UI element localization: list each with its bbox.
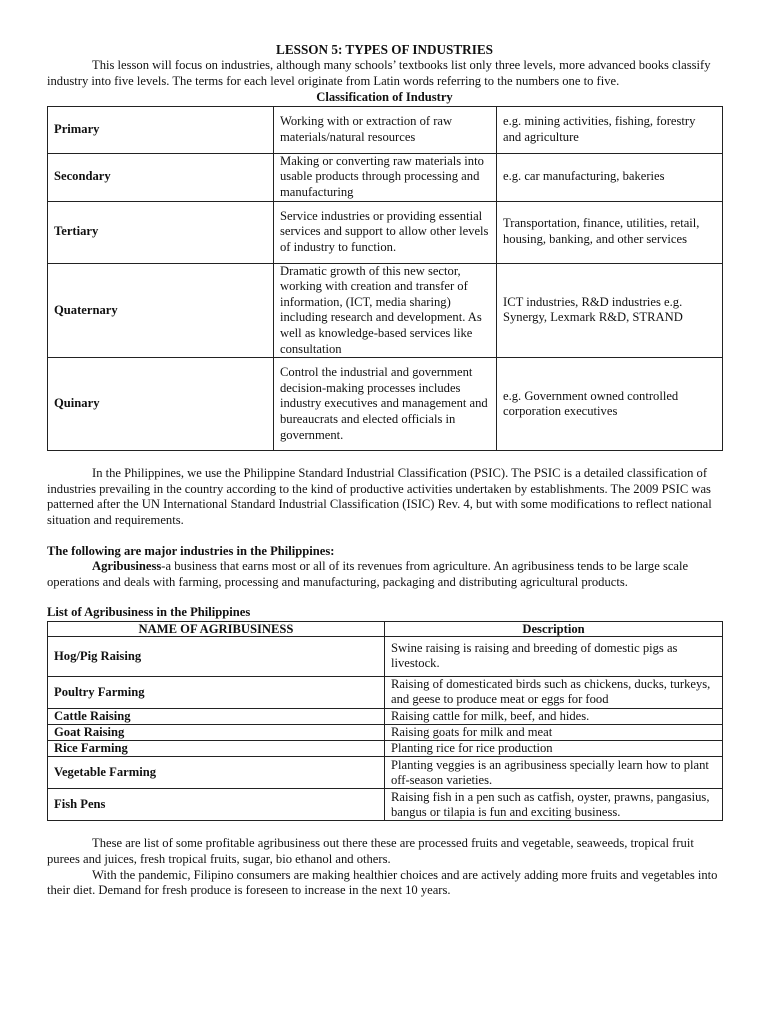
examples-cell: e.g. Government owned controlled corporation executives [497, 358, 723, 451]
major-industries-heading: The following are major industries in the Philippines: [47, 543, 335, 558]
spacer [47, 451, 722, 466]
level-cell: Quinary [48, 358, 274, 451]
closing-paragraph-1: These are list of some profitable agribusiness out there these are processed fruits and vegetable, seaweeds, tropical fruit purees and juices, fresh tropical fruits, sugar, bio ethanol and others. [47, 836, 694, 867]
description-cell: Making or converting raw materials into usable products through processing and manufacturing [274, 153, 497, 201]
agribusiness-paragraph [47, 559, 722, 590]
agribusiness-description-cell: Swine raising is raising and breeding of domestic pigs as livestock. [385, 636, 723, 676]
table-row [48, 708, 723, 724]
agribusiness-description-cell: Raising goats for milk and meat [385, 725, 723, 741]
examples-cell: Transportation, finance, utilities, retail, housing, banking, and other services [497, 201, 723, 263]
agribusiness-list-heading: List of Agribusiness in the Philippines [47, 605, 251, 620]
table-row [48, 263, 723, 358]
examples-cell: e.g. car manufacturing, bakeries [497, 153, 723, 201]
description-cell: Working with or extraction of raw materials/natural resources [274, 106, 497, 153]
agribusiness-description-cell: Planting veggies is an agribusiness specially learn how to plant off-season varieties. [385, 757, 723, 789]
lesson-title: LESSON 5: TYPES OF INDUSTRIES [276, 42, 493, 57]
agribusiness-name-cell: Poultry Farming [48, 676, 385, 708]
column-header-description: Description [385, 621, 723, 636]
agribusiness-name-cell: Rice Farming [48, 741, 385, 757]
agribusiness-name-cell: Hog/Pig Raising [48, 636, 385, 676]
table-row [48, 636, 723, 676]
closing-paragraph-2: With the pandemic, Filipino consumers are making healthier choices and are actively adding more fruits and vegetables into their diet. Demand for fresh produce is foreseen to increase in the next 10 years. [47, 867, 718, 898]
table-row [48, 789, 723, 821]
agribusiness-table [47, 621, 723, 822]
spacer [47, 529, 722, 544]
psic-paragraph: In the Philippines, we use the Philippine Standard Industrial Classification (PSIC). The PSIC is a detailed classification of industries prevailing in the country according to the kind of productive activities undertaken by establishments. The 2009 PSIC was patterned after the UN International Standard Industrial Classification (ISIC) Rev. 4, but with some modifications to reflect national situation and requirements. [47, 466, 712, 527]
spacer [47, 821, 722, 836]
examples-cell: ICT industries, R&D industries e.g. Synergy, Lexmark R&D, STRAND [497, 263, 723, 358]
agribusiness-name-cell: Cattle Raising [48, 708, 385, 724]
agribusiness-description-cell: Raising cattle for milk, beef, and hides. [385, 708, 723, 724]
column-header-name: NAME OF AGRIBUSINESS [48, 621, 385, 636]
intro-paragraph: This lesson will focus on industries, although many schools’ textbooks list only three levels, more advanced books classify industry into five levels. The terms for each level originate from Latin words referring to the numbers one to five. [47, 58, 711, 88]
examples-cell: e.g. mining activities, fishing, forestry and agriculture [497, 106, 723, 153]
agribusiness-name-cell: Fish Pens [48, 789, 385, 821]
level-cell: Primary [48, 106, 274, 153]
table-row [48, 676, 723, 708]
agribusiness-name-cell: Goat Raising [48, 725, 385, 741]
document-page [47, 42, 722, 899]
level-cell: Quaternary [48, 263, 274, 358]
table-row [48, 106, 723, 153]
agribusiness-description-cell: Raising fish in a pen such as catfish, oyster, prawns, pangasius, bangus or tilapia is fun and exciting business. [385, 789, 723, 821]
table-header-row [48, 621, 723, 636]
level-cell: Secondary [48, 153, 274, 201]
agribusiness-definition: -a business that earns most or all of its revenues from agriculture. An agribusiness tends to be large scale operations and deals with farming, processing and manufacturing, packaging and distributing agricultural products. [47, 559, 689, 589]
table-row [48, 201, 723, 263]
table-row [48, 741, 723, 757]
description-cell: Dramatic growth of this new sector, working with creation and transfer of information, (ICT, media sharing) including research and development. As well as knowledge-based services like consultation [274, 263, 497, 358]
table-row [48, 757, 723, 789]
classification-caption: Classification of Industry [316, 90, 453, 105]
description-cell: Service industries or providing essential services and support to allow other levels of industry to function. [274, 201, 497, 263]
spacer [47, 590, 722, 605]
level-cell: Tertiary [48, 201, 274, 263]
agribusiness-name-cell: Vegetable Farming [48, 757, 385, 789]
agribusiness-term: Agribusiness [92, 559, 162, 574]
table-row [48, 725, 723, 741]
description-cell: Control the industrial and government decision-making processes includes industry executives and management and bureaucrats and elected officials in government. [274, 358, 497, 451]
classification-table [47, 106, 723, 451]
agribusiness-description-cell: Planting rice for rice production [385, 741, 723, 757]
agribusiness-description-cell: Raising of domesticated birds such as chickens, ducks, turkeys, and geese to produce meat or eggs for food [385, 676, 723, 708]
table-row [48, 358, 723, 451]
table-row [48, 153, 723, 201]
